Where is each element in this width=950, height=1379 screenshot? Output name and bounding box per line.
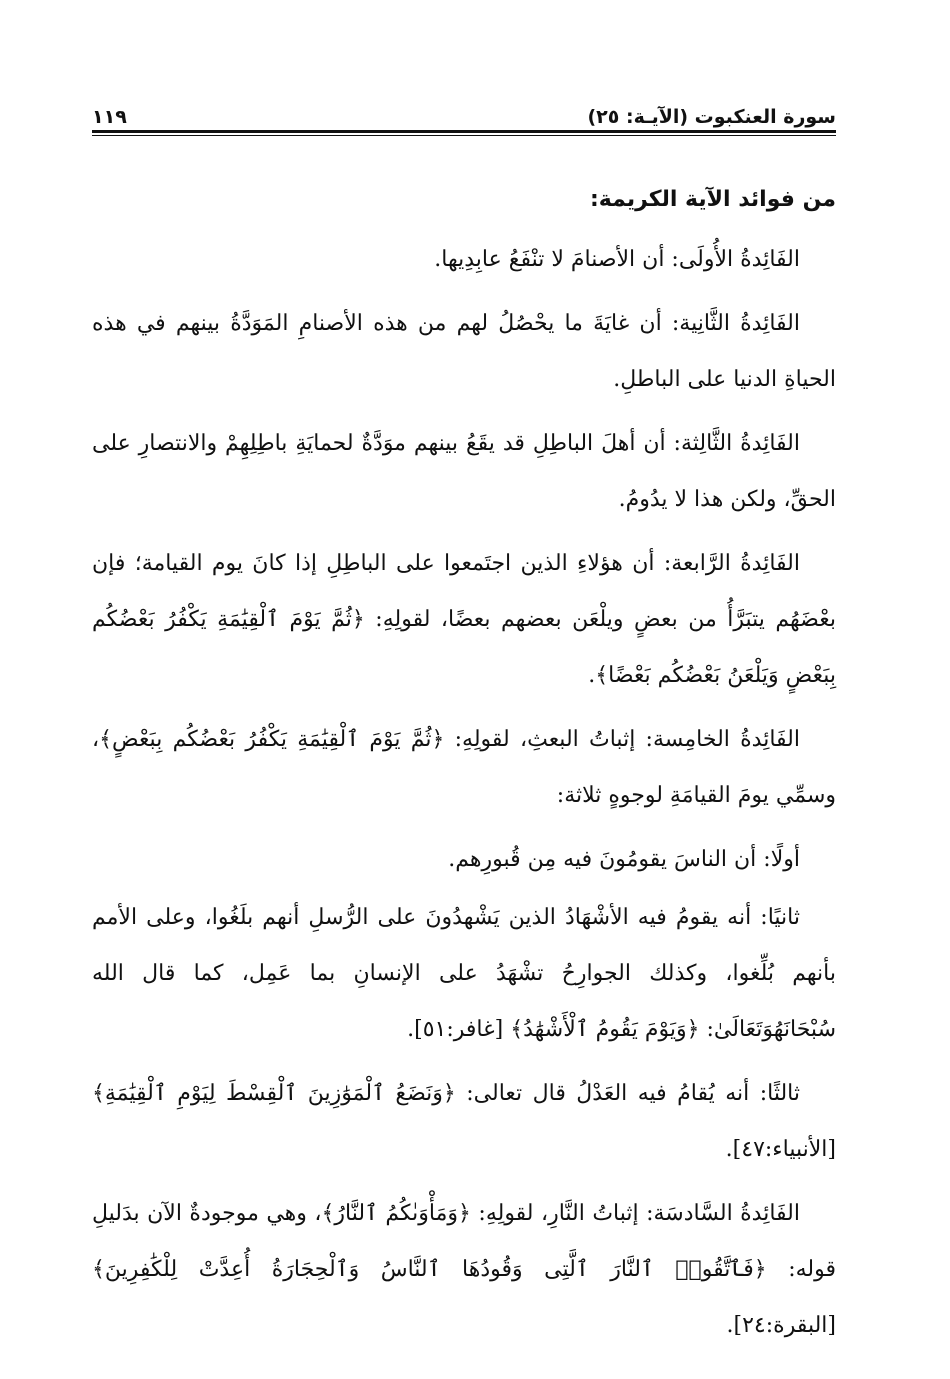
reason-second: ثانيًا: أنه يقومُ فيه الأشْهَادُ الذين يَشْهدُونَ على الرُّسلِ أنهم بلَغُوا، وعلى الأمم بأنهم بُلِّغوا، وكذلك الجوارِحُ تشْهَدُ على الإنسانِ بما عَمِل، كما قال الله سُبْحَانَهُوَتَعَالَىٰ: ﴿وَيَوْمَ يَقُومُ ٱلْأَشْهَٰدُ﴾ [غافر:٥١].: [92, 905, 836, 1042]
page-number: ١١٩: [92, 106, 127, 128]
benefit-5: الفَائِدةُ الخامِسة: إثباتُ البعثِ، لقولِهِ: ﴿ثُمَّ يَوْمَ ٱلْقِيَٰمَةِ يَكْفُرُ بَعْضُكُم بِبَعْضٍ﴾، وسمِّي يومَ القيامَةِ لوجوهٍ ثلاثة:: [92, 727, 836, 808]
reason-third: ثالثًا: أنه يُقامُ فيه العَدْلُ قال تعالى: ﴿وَنَضَعُ ٱلْمَوَٰزِينَ ٱلْقِسْطَ لِيَوْمِ ٱلْقِيَٰمَةِ﴾ [الأنبياء:٤٧].: [92, 1081, 836, 1162]
header-divider-thin: [92, 135, 836, 136]
benefit-2: الفَائِدةُ الثَّانِية: أن غايَةَ ما يحْصُلُ لهم من هذه الأصنامِ المَوَدَّةُ بينهم في هذه الحياةِ الدنيا على الباطلِ.: [92, 311, 836, 392]
running-header: [92, 96, 836, 128]
surah-title: سورة العنكبوت (الآيـة: ٢٥): [587, 106, 836, 128]
benefit-6: الفَائِدةُ السَّادسَة: إثباتُ النَّارِ، لقولِهِ: ﴿وَمَأْوَىٰكُمُ ٱلنَّارُ﴾، وهي موجودةٌ الآن بدَليلِ قوله: ﴿فَٱتَّقُوا۟ ٱلنَّارَ ٱلَّتِى وَقُودُهَا ٱلنَّاسُ وَٱلْحِجَارَةُ أُعِدَّتْ لِلْكَٰفِرِينَ﴾ [البقرة:٢٤].: [92, 1201, 836, 1338]
benefit-1: الفَائِدةُ الأُولَى: أن الأصنامَ لا تنْفَعُ عابِدِيها.: [434, 247, 800, 272]
page-body: [92, 178, 836, 1362]
reason-first: أولًا: أن الناسَ يقومُونَ فيه مِن قُبورِهم.: [448, 847, 800, 872]
section-heading: من فوائد الآية الكريمة:: [589, 187, 836, 212]
benefit-3: الفَائِدةُ الثَّالِثة: أن أهلَ الباطِلِ قد يقَعُ بينهم موَدَّةٌ لحمايَةِ باطِلِهِمْ والانتصارِ على الحقِّ، ولكن هذا لا يدُومُ.: [92, 431, 836, 512]
benefit-4: الفَائِدةُ الرَّابعة: أن هؤلاءِ الذين اجتَمعوا على الباطِلِ إذا كانَ يوم القيامة؛ فإن بعْضَهُم يتبَرَّأُ من بعضٍ ويلْعَن بعضهم بعضًا، لقولِهِ: ﴿ثُمَّ يَوْمَ ٱلْقِيَٰمَةِ يَكْفُرُ بَعْضُكُم بِبَعْضٍ وَيَلْعَنُ بَعْضُكُم بَعْضًا﴾.: [92, 551, 836, 688]
header-divider: [92, 130, 836, 133]
